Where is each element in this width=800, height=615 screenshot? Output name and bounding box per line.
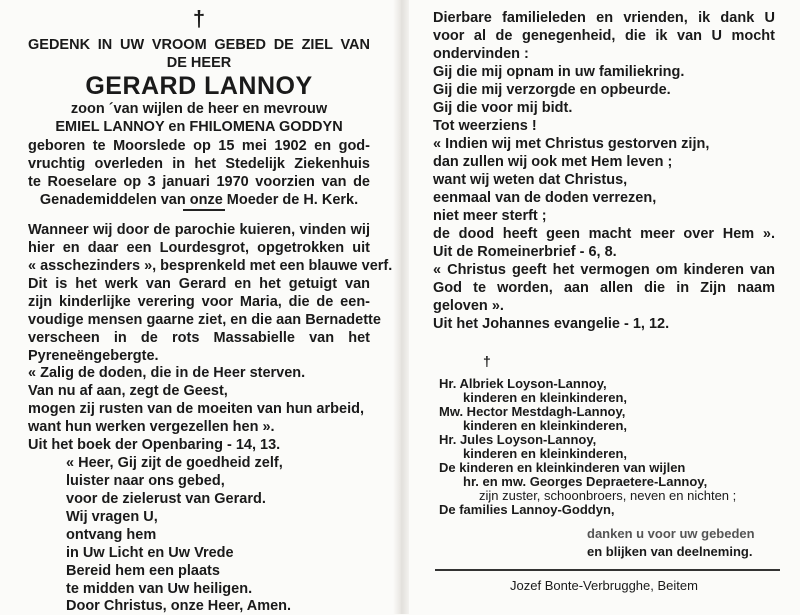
quote-source: Uit het boek der Openbaring - 14, 13. [28, 437, 281, 453]
footer-rule [435, 569, 780, 571]
family-line: Hr. Albriek Loyson-Lannoy, [439, 376, 607, 391]
thanks-line: Dierbare familieleden en vrienden, ik dank U [433, 10, 775, 26]
prayer-line: ontvang hem [66, 527, 157, 543]
bio-line: Genademiddelen van onze Moeder de H. Kerk. [39, 192, 359, 208]
story-line: voudige mensen gaarne ziet, en die aan Bernadette [28, 312, 381, 328]
story-line: Pyreneëngebergte. [28, 348, 159, 364]
romans-source: Uit de Romeinerbrief - 6, 8. [433, 244, 617, 260]
john-source: Uit het Johannes evangelie - 1, 12. [433, 316, 670, 332]
prayer-line: Wij vragen U, [66, 509, 158, 525]
quote-line: want hun werken vergezellen hen ». [28, 419, 275, 435]
parents-names: EMIEL LANNOY en FHILOMENA GODDYN [55, 119, 343, 135]
closing-line: danken u voor uw gebeden [587, 526, 755, 541]
prayer-line: « Heer, Gij zijt de goedheid zelf, [66, 455, 283, 471]
romans-line: de dood heeft geen macht meer over Hem ». [433, 226, 775, 242]
cross-icon: † [483, 353, 491, 369]
story-line: zijn kinderlijke verering voor Maria, die de een- [28, 294, 370, 310]
prayer-line: Door Christus, onze Heer, Amen. [66, 598, 292, 614]
john-line: « Christus geeft het vermogen om kinderen van [433, 262, 775, 278]
parents-intro: zoon ´van wijlen de heer en mevrouw [70, 101, 328, 117]
romans-line: « Indien wij met Christus gestorven zijn, [433, 136, 710, 152]
quote-line: mogen zij rusten van de moeiten van hun arbeid, [28, 401, 364, 417]
story-line: verscheen in de rots Massabielle van het [28, 330, 370, 346]
thanks-line: Gij die mij opnam in uw familiekring. [433, 64, 685, 80]
romans-line: eenmaal van de doden verrezen, [433, 190, 657, 206]
prayer-line: Bereid hem een plaats [66, 563, 220, 579]
family-line: De kinderen en kleinkinderen van wijlen [439, 460, 686, 475]
quote-line: « Zalig de doden, die in de Heer sterven. [28, 365, 306, 381]
romans-line: want wij weten dat Christus, [433, 172, 628, 188]
bio-line: vruchtig overleden in het Stedelijk Ziekenhuis [28, 156, 370, 172]
prayer-line: voor de zielerust van Gerard. [66, 491, 266, 507]
cross-icon: † [192, 6, 206, 31]
thanks-line: Gij die mij verzorgde en opbeurde. [433, 82, 671, 98]
family-line: kinderen en kleinkinderen, [463, 418, 627, 433]
family-line: Hr. Jules Loyson-Lannoy, [439, 432, 597, 447]
family-line: De families Lannoy-Goddyn, [439, 502, 615, 517]
story-line: hier en daar een Lourdesgrot, opgetrokken uit [28, 240, 370, 256]
family-line: kinderen en kleinkinderen, [463, 390, 627, 405]
thanks-line: voor al de genegenheid, die ik van U mocht [433, 28, 775, 44]
thanks-line: Tot weerziens ! [433, 118, 537, 134]
prayer-line: te midden van Uw heiligen. [66, 581, 253, 597]
family-line: hr. en mw. Georges Depraetere-Lannoy, [463, 474, 708, 489]
quote-line: Van nu af aan, zegt de Geest, [28, 383, 228, 399]
story-line: « asschezinders », besprenkeld met een blauwe verf. [28, 258, 393, 274]
printer-credit: Jozef Bonte-Verbrugghe, Beitem [510, 578, 698, 593]
story-line: Dit is het werk van Gerard en het getuigt van [28, 276, 370, 292]
family-line: Mw. Hector Mestdagh-Lannoy, [439, 404, 626, 419]
john-line: God te worden, aan allen die in Zijn naam [433, 280, 775, 296]
romans-line: dan zullen wij ook met Hem leven ; [433, 154, 673, 170]
deceased-name: GERARD LANNOY [85, 72, 313, 100]
john-line: geloven ». [433, 298, 504, 314]
thanks-line: ondervinden : [433, 46, 529, 62]
closing-line: en blijken van deelneming. [587, 544, 753, 559]
header-line-1: GEDENK IN UW VROOM GEBED DE ZIEL VAN [28, 37, 370, 53]
family-line: kinderen en kleinkinderen, [463, 446, 627, 461]
family-line: zijn zuster, schoonbroers, neven en nichten ; [479, 488, 737, 503]
thanks-line: Gij die voor mij bidt. [433, 100, 573, 116]
bio-line: te Roeselare op 3 januari 1970 voorzien van de [28, 174, 370, 190]
story-line: Wanneer wij door de parochie kuieren, vinden wij [28, 222, 370, 238]
card-fold [393, 0, 409, 614]
separator [183, 209, 225, 211]
romans-line: niet meer sterft ; [433, 208, 547, 224]
prayer-line: luister naar ons gebed, [66, 473, 225, 489]
header-line-2: DE HEER [166, 55, 232, 71]
bio-line: geboren te Moorslede op 15 mei 1902 en god- [28, 138, 370, 154]
prayer-line: in Uw Licht en Uw Vrede [66, 545, 234, 561]
